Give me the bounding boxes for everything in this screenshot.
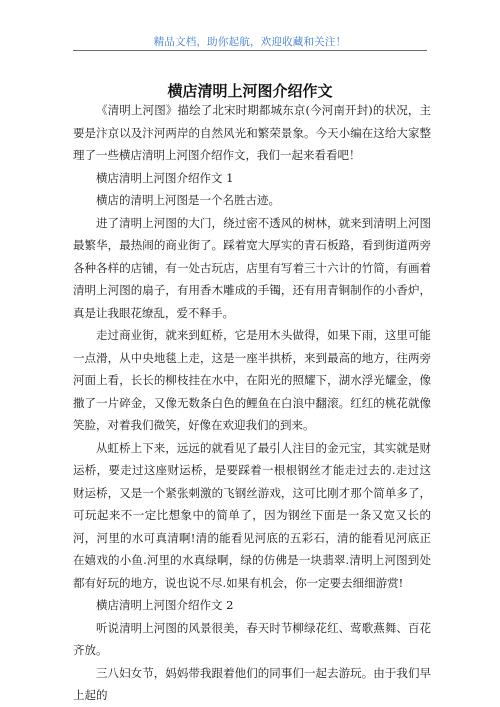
header-note: 精品文档，助你起航，欢迎收藏和关注！	[153, 36, 347, 48]
intro-paragraph: 《清明上河图》描绘了北宋时期都城东京(今河南开封)的状况，主要是汴京以及汴河两岸的自然风光和繁荣景象。今天小编在这给大家整理了一些横店清明上河图介绍作文，我们一起来看看吧！	[73, 103, 431, 162]
paragraph: 三八妇女节，妈妈带我跟着他们的同事们一起去游玩。由于我们早上起的	[73, 665, 431, 702]
section-heading-1: 横店清明上河图介绍作文 1	[96, 170, 234, 185]
paragraph: 横店的清明上河图是一个名胜古迹。	[96, 193, 280, 207]
section-heading-2: 横店清明上河图介绍作文 2	[96, 598, 234, 612]
document-title: 横店清明上河图介绍作文	[167, 82, 333, 100]
paragraph: 进了清明上河图的大门，绕过密不透风的树林，就来到清明上河图最繁华，最热闹的商业街了。踩着宽大厚实的青石板路，看到街道两旁各种各样的店铺，有一处古玩店，店里有写着三十六计的竹简，有画着清明上河图的扇子，有用香木雕成的手镯，还有用青铜制作的小香炉，真是让我眼花缭乱，爱不释手。	[73, 215, 431, 320]
paragraph: 听说清明上河图的风景很美，春天时节柳绿花红、莺歌燕舞、百花齐放。	[73, 620, 431, 657]
paragraph: 走过商业街，就来到虹桥，它是用木头做得，如果下雨，这里可能一点滑，从中央地毯上走，这是一座半拱桥，来到最高的地方，往两旁河面上看，长长的柳枝挂在水中，在阳光的照耀下，湖水浮光耀金，像撒了一片碎金，又像无数条白色的鲤鱼在白浪中翻滚。红红的桃花就像笑脸，对着我们微笑，好像在欢迎我们的到来。	[73, 328, 431, 432]
document-body	[73, 99, 431, 707]
paragraph: 从虹桥上下来，远远的就看见了最引人注目的金元宝，其实就是财运桥，要走过这座财运桥，是要踩着一根根钢丝才能走过去的.走过这财运桥，又是一个紧张刺激的飞钢丝游戏，这可比刚才那个简单多了，可玩起来不一定比想象中的简单了，因为钢丝下面是一条又宽又长的河，河里的水可真清啊!清的能看见河底的五彩石，清的能看见河底正在嬉戏的小鱼.河里的水真绿啊，绿的仿佛是一块翡翠.清明上河图到处都有好玩的地方，说也说不尽.如果有机会，你一定要去细细游赏!	[73, 440, 431, 590]
header-divider	[73, 50, 427, 51]
